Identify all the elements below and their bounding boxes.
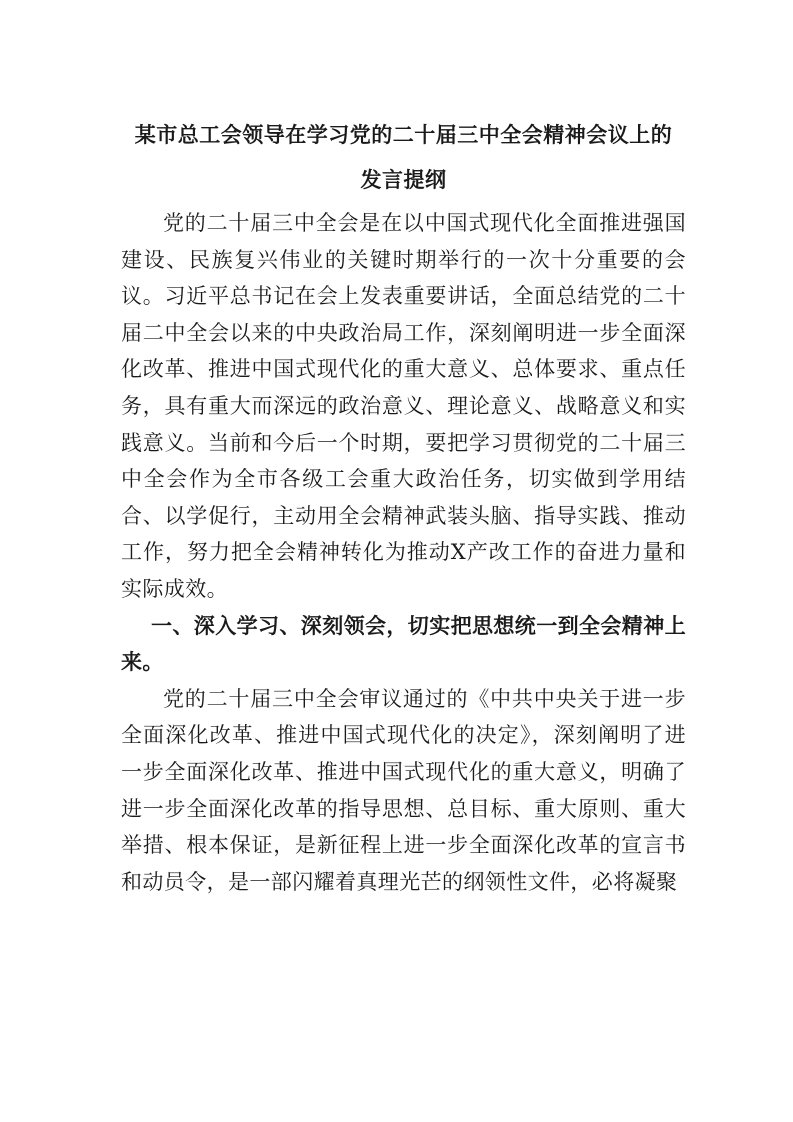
intro-paragraph: 党的二十届三中全会是在以中国式现代化全面推进强国建设、民族复兴伟业的关键时期举行的一次十分重要的会议。习近平总书记在会上发表重要讲话，全面总结党的二十届二中全会以来的中央政治局工作，深刻阐明进一步全面深化改革、推进中国式现代化的重大意义、总体要求、重点任务，具有重大而深远的政治意义、理论意义、战略意义和实践意义。当前和今后一个时期，要把学习贯彻党的二十届三中全会作为全市各级工会重大政治任务，切实做到学用结合、以学促行，主动用全会精神武装头脑、指导实践、推动工作，努力把全会精神转化为推动X产改工作的奋进力量和实际成效。 xyxy=(121,211,686,601)
title-line-1: 某市总工会领导在学习党的二十届三中全会精神会议上的 xyxy=(134,122,673,147)
section-1-heading: 一、深入学习、深刻领会，切实把思想统一到全会精神上来。 xyxy=(121,612,686,675)
document-title xyxy=(121,112,686,202)
title-line-2: 发言提纲 xyxy=(360,167,447,192)
document-page xyxy=(121,112,686,900)
section-1-paragraph: 党的二十届三中全会审议通过的《中共中央关于进一步全面深化改革、推进中国式现代化的决定》，深刻阐明了进一步全面深化改革、推进中国式现代化的重大意义，明确了进一步全面深化改革的指导思想、总目标、重大原则、重大举措、根本保证，是新征程上进一步全面深化改革的宣言书和动员令，是一部闪耀着真理光芒的纲领性文件，必将凝聚 xyxy=(121,686,686,894)
